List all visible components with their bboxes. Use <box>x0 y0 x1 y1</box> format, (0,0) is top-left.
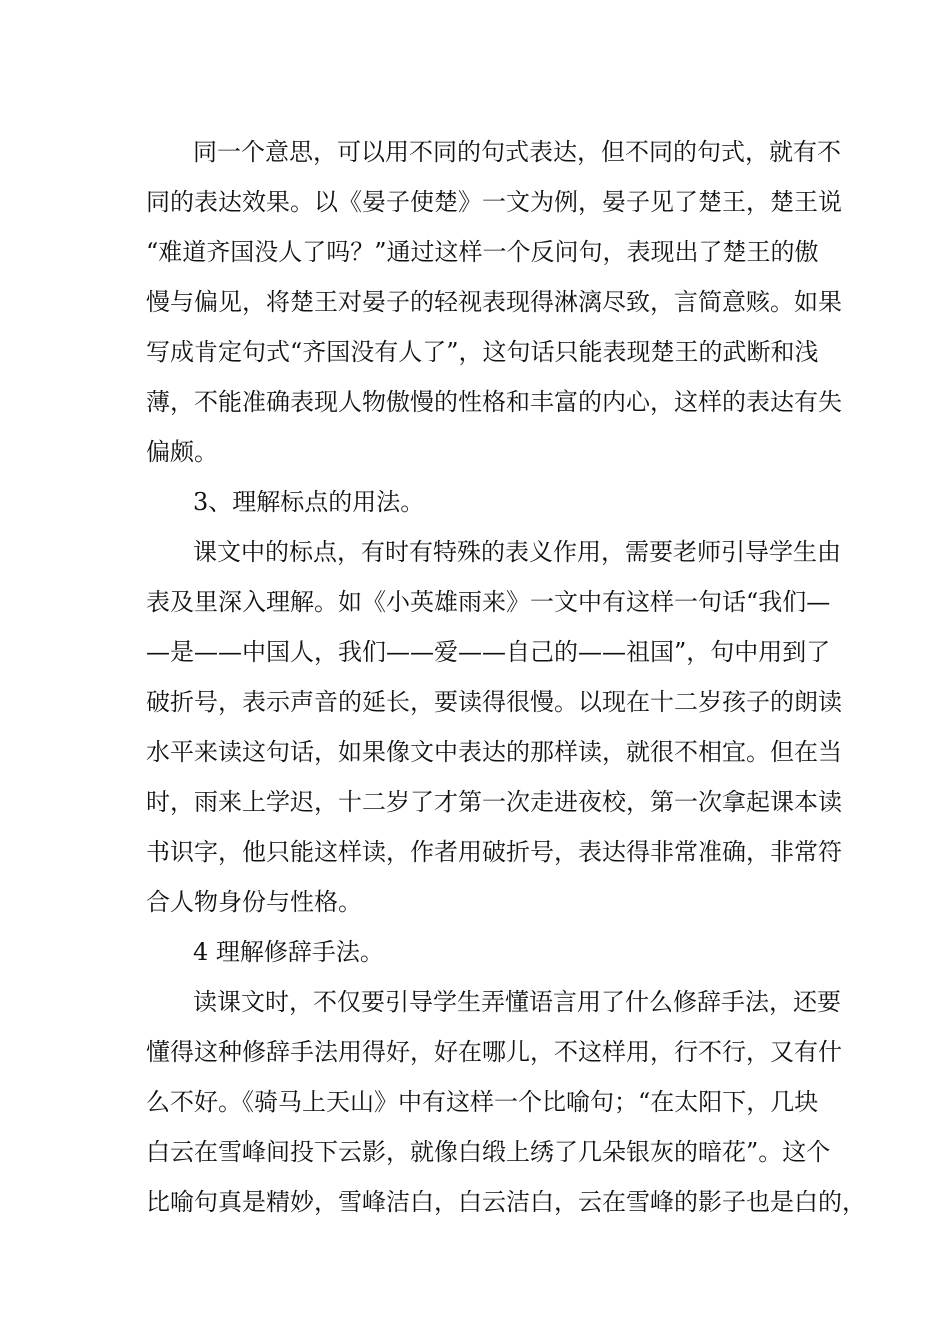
paragraph-line: 白云在雪峰间投下云影，就像白缎上绣了几朵银灰的暗花”。这个 <box>146 1138 831 1166</box>
paragraph-line: 懂得这种修辞手法用得好，好在哪儿，不这样用，行不行，又有什 <box>146 1038 842 1066</box>
paragraph-line: “难道齐国没人了吗？”通过这样一个反问句，表现出了楚王的傲 <box>146 238 819 266</box>
section-heading: 3、理解标点的用法。 <box>193 488 425 516</box>
paragraph-line: 课文中的标点，有时有特殊的表义作用，需要老师引导学生由 <box>193 538 841 566</box>
paragraph-line: 同的表达效果。以《晏子使楚》一文为例，晏子见了楚王，楚王说 <box>146 188 842 216</box>
paragraph-line: 偏颇。 <box>146 438 218 466</box>
section-heading: 4 理解修辞手法。 <box>193 938 384 966</box>
paragraph-line: 时，雨来上学迟，十二岁了才第一次走进夜校，第一次拿起课本读 <box>146 788 842 816</box>
paragraph-line: —是——中国人，我们——爱——自己的——祖国”，句中用到了 <box>146 638 831 666</box>
paragraph-line: 同一个意思，可以用不同的句式表达，但不同的句式，就有不 <box>193 138 841 166</box>
paragraph-line: 表及里深入理解。如《小英雄雨来》一文中有这样一句话“我们— <box>146 588 831 616</box>
paragraph-line: 慢与偏见，将楚王对晏子的轻视表现得淋漓尽致，言简意赅。如果 <box>146 288 842 316</box>
paragraph-line: 比喻句真是精妙，雪峰洁白，白云洁白，云在雪峰的影子也是白的， <box>146 1188 866 1216</box>
paragraph-line: 么不好。《骑马上天山》中有这样一个比喻句；“在太阳下，几块 <box>146 1088 819 1116</box>
paragraph-line: 合人物身份与性格。 <box>146 888 362 916</box>
paragraph-line: 水平来读这句话，如果像文中表达的那样读，就很不相宜。但在当 <box>146 738 842 766</box>
paragraph-line: 薄，不能准确表现人物傲慢的性格和丰富的内心，这样的表达有失 <box>146 388 842 416</box>
paragraph-line: 书识字，他只能这样读，作者用破折号，表达得非常准确，非常符 <box>146 838 842 866</box>
paragraph-line: 破折号，表示声音的延长，要读得很慢。以现在十二岁孩子的朗读 <box>146 688 842 716</box>
paragraph-line: 写成肯定句式“齐国没有人了”，这句话只能表现楚王的武断和浅 <box>146 338 819 366</box>
paragraph-line: 读课文时，不仅要引导学生弄懂语言用了什么修辞手法，还要 <box>193 988 841 1016</box>
